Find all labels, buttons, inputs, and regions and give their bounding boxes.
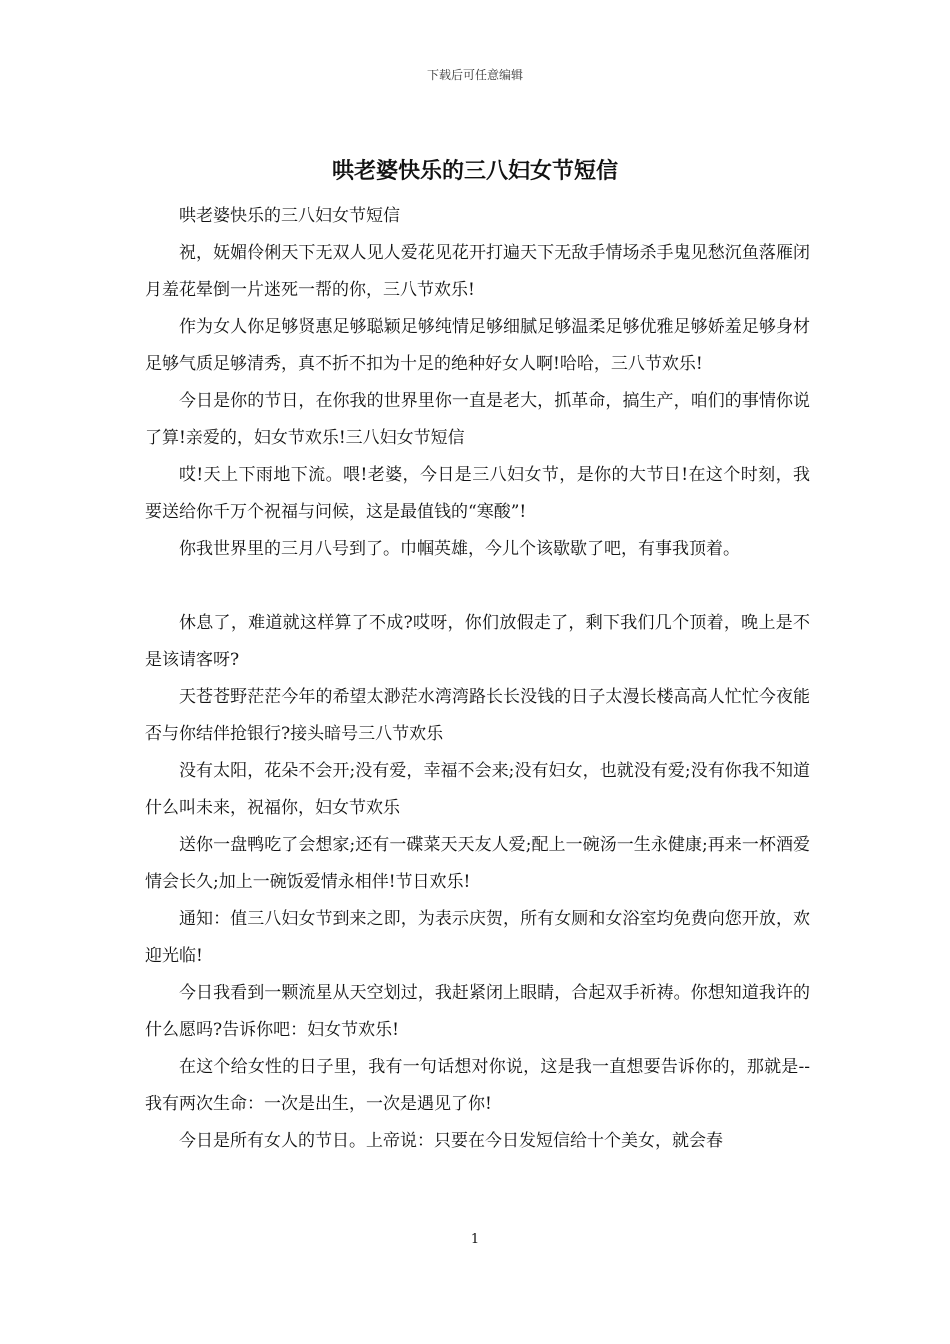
paragraph: 通知：值三八妇女节到来之即，为表示庆贺，所有女厕和女浴室均免费向您开放，欢迎光临! (145, 909, 810, 966)
paragraph: 休息了，难道就这样算了不成?哎呀，你们放假走了，剩下我们几个顶着，晚上是不是该请客呀? (145, 613, 810, 670)
document-body (145, 198, 810, 1160)
paragraph: 你我世界里的三月八号到了。巾帼英雄，今儿个该歇歇了吧，有事我顶着。 (179, 539, 740, 559)
paragraph: 没有太阳，花朵不会开;没有爱，幸福不会来;没有妇女，也就没有爱;没有你我不知道什么叫未来，祝福你，妇女节欢乐 (145, 761, 810, 818)
paragraph: 送你一盘鸭吃了会想家;还有一碟菜天天友人爱;配上一碗汤一生永健康;再来一杯酒爱情会长久;加上一碗饭爱情永相伴!节日欢乐! (145, 835, 810, 892)
paragraph: 今日我看到一颗流星从天空划过，我赶紧闭上眼睛，合起双手祈祷。你想知道我许的什么愿吗?告诉你吧：妇女节欢乐! (145, 983, 810, 1040)
page-header-note: 下载后可任意编辑 (426, 68, 523, 82)
paragraph: 天苍苍野茫茫今年的希望太渺茫水湾湾路长长没钱的日子太漫长楼高高人忙忙今夜能否与你结伴抢银行?接头暗号三八节欢乐 (145, 687, 810, 744)
paragraph: 作为女人你足够贤惠足够聪颖足够纯情足够细腻足够温柔足够优雅足够娇羞足够身材足够气质足够清秀，真不折不扣为十足的绝种好女人啊!哈哈，三八节欢乐! (145, 317, 810, 374)
paragraph: 今日是你的节日，在你我的世界里你一直是老大，抓革命，搞生产，咱们的事情你说了算!亲爱的，妇女节欢乐!三八妇女节短信 (145, 391, 810, 448)
paragraph: 今日是所有女人的节日。上帝说：只要在今日发短信给十个美女，就会春 (179, 1131, 723, 1151)
page-number: 1 (470, 1232, 480, 1247)
document-title: 哄老婆快乐的三八妇女节短信 (331, 158, 618, 184)
paragraph: 祝，妩媚伶俐天下无双人见人爱花见花开打遍天下无敌手情场杀手鬼见愁沉鱼落雁闭月羞花晕倒一片迷死一帮的你，三八节欢乐! (145, 243, 810, 300)
paragraph: 哄老婆快乐的三八妇女节短信 (179, 206, 400, 226)
paragraph: 哎!天上下雨地下流。喂!老婆，今日是三八妇女节，是你的大节日!在这个时刻，我要送给你千万个祝福与问候，这是最值钱的“寒酸”! (145, 465, 810, 522)
paragraph: 在这个给女性的日子里，我有一句话想对你说，这是我一直想要告诉你的，那就是--我有两次生命：一次是出生，一次是遇见了你! (145, 1057, 810, 1114)
